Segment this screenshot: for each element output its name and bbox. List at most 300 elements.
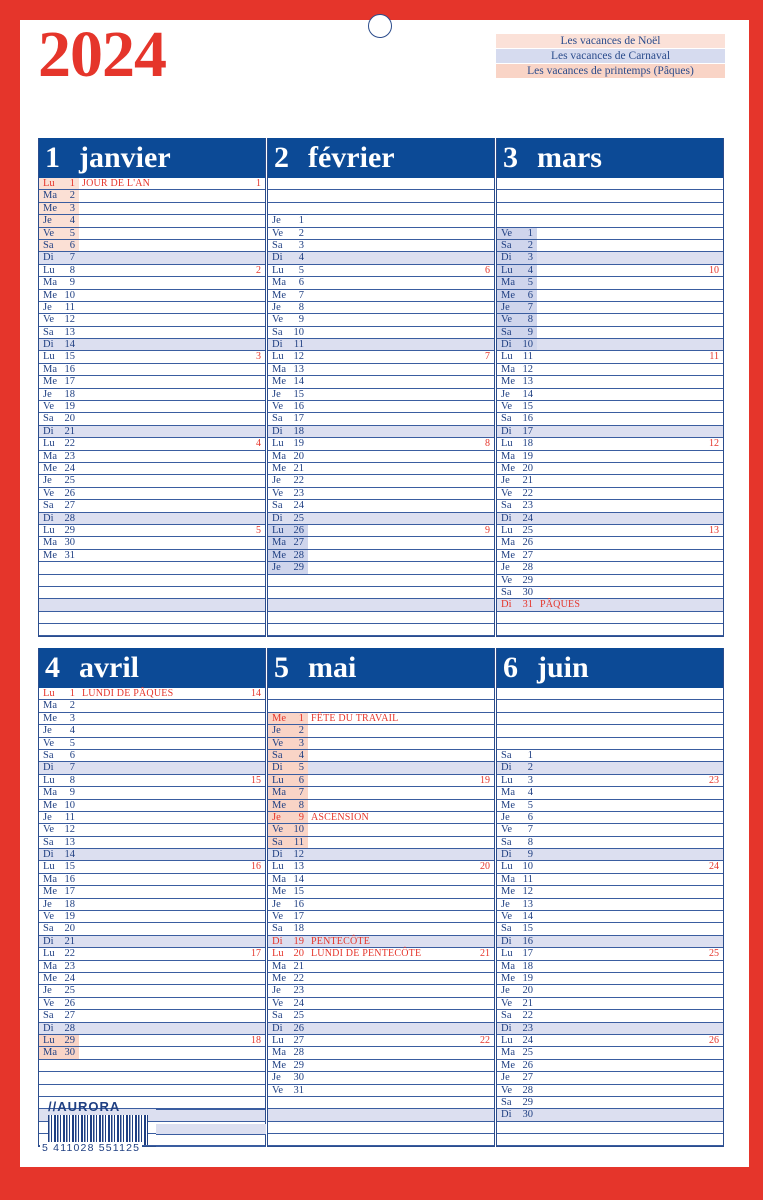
day-row [39, 364, 265, 376]
day-number: 22 [293, 475, 304, 487]
weekday: Lu [43, 948, 55, 960]
week-number: 15 [251, 774, 261, 786]
week-number: 1 [256, 178, 261, 189]
day-number: 30 [64, 537, 75, 549]
day-number: 20 [293, 948, 304, 960]
empty-row [268, 624, 494, 636]
weekday: Di [501, 599, 512, 611]
day-row [268, 463, 494, 475]
weekday: Lu [43, 351, 55, 363]
day-row [39, 451, 265, 463]
weekday: Ma [501, 363, 515, 375]
weekday: Me [43, 462, 57, 474]
weekday: Ve [43, 227, 55, 239]
aurora-logo: //AURORA [48, 1099, 121, 1114]
day-row [39, 215, 265, 227]
weekday: Lu [272, 264, 284, 276]
holiday-label: ASCENSION [311, 811, 369, 823]
day-row [268, 1010, 494, 1022]
day-row [497, 351, 723, 363]
day-row [39, 948, 265, 960]
day-number: 26 [64, 997, 75, 1009]
day-number: 28 [522, 562, 533, 574]
week-number: 23 [709, 774, 719, 786]
weekday: Je [43, 301, 52, 313]
weekday: Ma [272, 450, 286, 462]
day-number: 5 [298, 762, 304, 774]
day-row [39, 861, 265, 873]
day-row [268, 886, 494, 898]
month-number: 4 [45, 651, 60, 684]
day-number: 25 [522, 524, 533, 536]
day-row [39, 750, 265, 762]
day-row [39, 1047, 265, 1059]
empty-row [39, 624, 265, 636]
day-number: 15 [293, 388, 304, 400]
weekday: Di [43, 425, 54, 437]
empty-row [497, 624, 723, 636]
day-number: 9 [298, 811, 304, 823]
day-row [39, 700, 265, 712]
weekday: Ma [272, 873, 286, 885]
day-row [268, 376, 494, 388]
day-number: 2 [69, 700, 75, 712]
day-number: 9 [69, 787, 75, 799]
weekday: Lu [43, 178, 55, 189]
day-row [268, 998, 494, 1010]
day-number: 25 [64, 475, 75, 487]
day-row [268, 837, 494, 849]
day-number: 19 [522, 972, 533, 984]
month-name: février [308, 141, 395, 174]
weekday: Ve [43, 911, 55, 923]
day-row [268, 1072, 494, 1084]
day-row [268, 351, 494, 363]
day-number: 13 [293, 363, 304, 375]
day-row [268, 215, 494, 227]
weekday: Sa [43, 1010, 54, 1022]
week-number: 24 [709, 861, 719, 873]
month-name: mars [537, 141, 602, 174]
weekday: Sa [501, 239, 512, 251]
day-number: 31 [522, 599, 533, 611]
empty-row [497, 203, 723, 215]
day-row [39, 824, 265, 836]
day-number: 7 [527, 824, 533, 836]
empty-row [497, 725, 723, 737]
weekday: Je [501, 811, 510, 823]
day-row [39, 327, 265, 339]
week-number: 26 [709, 1034, 719, 1046]
day-number: 27 [522, 1072, 533, 1084]
holiday-label: PENTECÔTE [311, 935, 371, 947]
day-row [497, 1097, 723, 1109]
weekday: Me [501, 376, 515, 388]
day-number: 24 [522, 512, 533, 524]
weekday: Je [272, 388, 281, 400]
day-row [497, 998, 723, 1010]
day-number: 31 [293, 1084, 304, 1096]
holiday-label: PÂQUES [540, 599, 581, 611]
day-number: 22 [293, 972, 304, 984]
day-row [497, 562, 723, 574]
day-row [39, 240, 265, 252]
day-number: 5 [527, 799, 533, 811]
weekday: Sa [272, 923, 283, 935]
empty-row [268, 1122, 494, 1134]
day-row [497, 1035, 723, 1047]
empty-row [497, 190, 723, 202]
day-row [497, 800, 723, 812]
day-row [39, 314, 265, 326]
weekday: Sa [501, 749, 512, 761]
weekday: Ma [501, 787, 515, 799]
weekday: Me [43, 376, 57, 388]
month-janvier [38, 138, 266, 637]
day-number: 14 [64, 339, 75, 351]
day-number: 16 [522, 935, 533, 947]
weekday: Je [43, 475, 52, 487]
day-number: 13 [64, 836, 75, 848]
empty-row [39, 612, 265, 624]
day-number: 26 [522, 537, 533, 549]
day-row [268, 1035, 494, 1047]
day-number: 27 [64, 500, 75, 512]
day-row [39, 998, 265, 1010]
day-row [497, 376, 723, 388]
day-row [268, 488, 494, 500]
weekday: Je [272, 811, 281, 823]
weekday: Sa [43, 413, 54, 425]
day-row [39, 911, 265, 923]
day-row [268, 364, 494, 376]
day-row [39, 973, 265, 985]
day-row [497, 587, 723, 599]
day-row [268, 426, 494, 438]
weekday: Di [501, 252, 512, 264]
day-number: 6 [527, 811, 533, 823]
weekday: Me [272, 1059, 286, 1071]
weekday: Ma [43, 450, 57, 462]
day-number: 14 [64, 849, 75, 861]
weekday: Je [272, 475, 281, 487]
day-row [497, 973, 723, 985]
empty-row [497, 1122, 723, 1134]
day-number: 12 [64, 314, 75, 326]
day-number: 1 [527, 749, 533, 761]
day-number: 19 [64, 911, 75, 923]
day-number: 7 [527, 301, 533, 313]
day-row [497, 1060, 723, 1072]
weekday: Sa [43, 923, 54, 935]
weekday: Me [501, 289, 515, 301]
day-row [39, 849, 265, 861]
day-number: 7 [69, 762, 75, 774]
week-number: 13 [709, 524, 719, 536]
weekday: Je [43, 985, 52, 997]
weekday: Me [43, 972, 57, 984]
day-row [39, 228, 265, 240]
day-row [39, 1010, 265, 1022]
day-row [268, 961, 494, 973]
day-number: 12 [522, 886, 533, 898]
weekday: Me [272, 376, 286, 388]
day-number: 26 [64, 487, 75, 499]
week-number: 14 [251, 688, 261, 699]
weekday: Ve [272, 997, 284, 1009]
day-number: 29 [293, 1059, 304, 1071]
weekday: Ma [43, 277, 57, 289]
day-number: 12 [293, 351, 304, 363]
day-number: 14 [293, 873, 304, 885]
barcode-icon [48, 1115, 148, 1145]
weekday: Lu [501, 948, 513, 960]
day-row [497, 985, 723, 997]
weekday: Sa [272, 500, 283, 512]
day-row [268, 874, 494, 886]
weekday: Je [501, 388, 510, 400]
day-number: 1 [298, 215, 304, 227]
day-number: 4 [69, 215, 75, 227]
weekday: Ma [43, 363, 57, 375]
weekday: Di [501, 849, 512, 861]
day-row [497, 874, 723, 886]
day-row [39, 1023, 265, 1035]
day-number: 23 [522, 500, 533, 512]
day-row [268, 537, 494, 549]
day-number: 10 [64, 289, 75, 301]
weekday: Di [501, 935, 512, 947]
month-name: juin [537, 651, 589, 684]
day-row [39, 899, 265, 911]
weekday: Lu [272, 948, 284, 960]
day-number: 27 [293, 1034, 304, 1046]
weekday: Sa [272, 326, 283, 338]
weekday: Lu [272, 861, 284, 873]
weekday: Ma [43, 873, 57, 885]
weekday: Ve [272, 911, 284, 923]
weekday: Lu [501, 1034, 513, 1046]
day-number: 1 [298, 712, 304, 724]
weekday: Me [501, 462, 515, 474]
day-number: 6 [69, 239, 75, 251]
day-row [268, 725, 494, 737]
day-number: 2 [298, 725, 304, 737]
day-row [497, 290, 723, 302]
day-number: 19 [64, 401, 75, 413]
day-row [497, 525, 723, 537]
day-row [39, 401, 265, 413]
empty-row [497, 1134, 723, 1146]
day-number: 28 [522, 1084, 533, 1096]
weekday: Ve [43, 824, 55, 836]
empty-row [497, 178, 723, 190]
day-number: 15 [522, 401, 533, 413]
weekday: Ma [501, 960, 515, 972]
day-row [39, 1035, 265, 1047]
weekday: Je [501, 985, 510, 997]
weekday: Lu [272, 524, 284, 536]
weekday: Sa [501, 923, 512, 935]
week-number: 9 [485, 524, 490, 536]
day-row [39, 936, 265, 948]
weekday: Ma [43, 1047, 57, 1059]
day-row [268, 451, 494, 463]
day-number: 21 [522, 475, 533, 487]
empty-row [268, 700, 494, 712]
weekday: Di [43, 339, 54, 351]
legend-carnaval: Les vacances de Carnaval [496, 49, 725, 63]
week-number: 8 [485, 438, 490, 450]
day-row [497, 413, 723, 425]
day-row [497, 228, 723, 240]
day-number: 18 [293, 425, 304, 437]
weekday: Di [43, 252, 54, 264]
weekday: Ve [43, 487, 55, 499]
empty-row [39, 587, 265, 599]
empty-row [268, 1097, 494, 1109]
day-number: 20 [293, 450, 304, 462]
day-row [268, 899, 494, 911]
weekday: Me [272, 712, 286, 724]
day-number: 18 [64, 898, 75, 910]
day-number: 2 [298, 227, 304, 239]
weekday: Di [272, 935, 283, 947]
empty-row [497, 612, 723, 624]
day-row [39, 463, 265, 475]
weekday: Me [501, 799, 515, 811]
weekday: Di [501, 512, 512, 524]
weekday: Ma [272, 277, 286, 289]
day-row [39, 886, 265, 898]
weekday: Sa [272, 749, 283, 761]
day-row [39, 961, 265, 973]
month-name: avril [79, 651, 139, 684]
day-number: 24 [293, 997, 304, 1009]
weekday: Ve [43, 997, 55, 1009]
day-number: 8 [527, 314, 533, 326]
empty-row [268, 178, 494, 190]
day-number: 5 [69, 227, 75, 239]
day-number: 25 [522, 1047, 533, 1059]
day-row [497, 240, 723, 252]
day-row [268, 849, 494, 861]
day-number: 21 [522, 997, 533, 1009]
day-row [268, 550, 494, 562]
weekday: Ve [501, 401, 513, 413]
weekday: Ma [272, 787, 286, 799]
footer-branding [38, 1097, 267, 1160]
day-number: 25 [64, 985, 75, 997]
day-number: 13 [293, 861, 304, 873]
week-number: 5 [256, 524, 261, 536]
day-row [497, 1023, 723, 1035]
holiday-label: FÊTE DU TRAVAIL [311, 712, 399, 724]
day-row [39, 413, 265, 425]
day-number: 21 [293, 462, 304, 474]
day-row [268, 948, 494, 960]
weekday: Lu [501, 438, 513, 450]
day-row [268, 302, 494, 314]
legend-noel: Les vacances de Noël [496, 34, 725, 48]
weekday: Ma [43, 960, 57, 972]
day-row [268, 1047, 494, 1059]
weekday: Di [501, 339, 512, 351]
day-row [268, 824, 494, 836]
empty-row [39, 599, 265, 611]
day-number: 1 [69, 688, 75, 699]
day-row [497, 364, 723, 376]
weekday: Je [43, 388, 52, 400]
weekday: Je [43, 215, 52, 227]
day-row [497, 787, 723, 799]
empty-row [497, 688, 723, 700]
day-number: 3 [69, 712, 75, 724]
day-number: 1 [69, 178, 75, 189]
day-row [497, 537, 723, 549]
day-row [268, 936, 494, 948]
day-row [39, 985, 265, 997]
day-number: 3 [527, 252, 533, 264]
day-row [39, 713, 265, 725]
weekday: Lu [43, 688, 55, 699]
day-row [268, 401, 494, 413]
weekday: Di [43, 935, 54, 947]
day-number: 12 [522, 363, 533, 375]
weekday: Ve [501, 314, 513, 326]
day-number: 23 [293, 487, 304, 499]
month-avril [38, 648, 266, 1147]
day-number: 4 [527, 787, 533, 799]
day-row [268, 327, 494, 339]
month-header [268, 138, 494, 178]
weekday: Di [272, 762, 283, 774]
day-row [268, 314, 494, 326]
day-number: 8 [298, 799, 304, 811]
day-number: 7 [298, 289, 304, 301]
day-row [268, 973, 494, 985]
weekday: Me [43, 289, 57, 301]
day-row [497, 861, 723, 873]
day-row [497, 401, 723, 413]
day-number: 9 [527, 849, 533, 861]
weekday: Sa [43, 836, 54, 848]
day-number: 10 [522, 861, 533, 873]
weekday: Lu [501, 351, 513, 363]
day-number: 25 [293, 512, 304, 524]
weekday: Di [43, 512, 54, 524]
weekday: Ve [501, 574, 513, 586]
day-row [268, 500, 494, 512]
day-number: 3 [298, 737, 304, 749]
weekday: Ma [272, 1047, 286, 1059]
day-number: 18 [64, 388, 75, 400]
day-number: 27 [293, 537, 304, 549]
empty-row [268, 688, 494, 700]
day-row [497, 389, 723, 401]
day-row [497, 961, 723, 973]
day-row [39, 302, 265, 314]
day-row [497, 277, 723, 289]
day-row [497, 886, 723, 898]
day-number: 10 [522, 339, 533, 351]
day-row [497, 550, 723, 562]
empty-row [39, 1085, 265, 1097]
day-number: 21 [64, 935, 75, 947]
day-row [39, 550, 265, 562]
day-number: 6 [298, 277, 304, 289]
day-row [39, 923, 265, 935]
